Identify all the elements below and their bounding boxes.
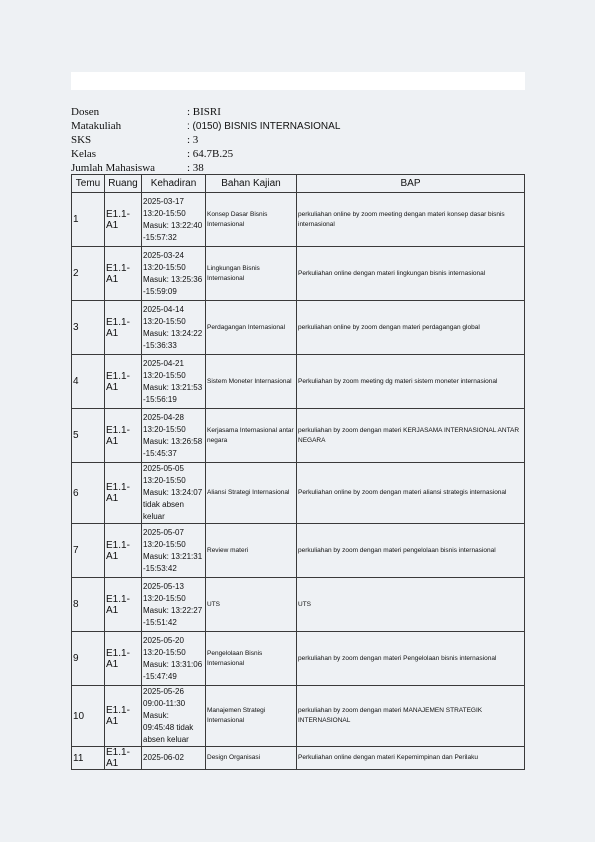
kehadiran-cell: 2025-04-28 13:20-15:50 Masuk: 13:26:58 -15:45:37 <box>142 409 206 463</box>
bahan-kajian-cell: Review materi <box>206 524 297 578</box>
attendance-table <box>71 174 525 770</box>
bap-cell: perkuliahan by zoom dengan materi MANAJEMEN STRATEGIK INTERNASIONAL <box>297 686 525 747</box>
table-row <box>72 355 525 409</box>
ruang-cell: E1.1-A1 <box>105 247 142 301</box>
kehadiran-cell: 2025-05-13 13:20-15:50 Masuk: 13:22:27 -15:51:42 <box>142 578 206 632</box>
ruang-cell: E1.1-A1 <box>105 686 142 747</box>
ruang-cell: E1.1-A1 <box>105 524 142 578</box>
table-row <box>72 578 525 632</box>
info-row-kelas <box>71 147 525 161</box>
temu-cell: 8 <box>72 578 105 632</box>
temu-cell: 11 <box>72 747 105 770</box>
table-row <box>72 632 525 686</box>
temu-cell: 3 <box>72 301 105 355</box>
col-header-ruang: Ruang <box>105 175 142 193</box>
info-row-jumlah <box>71 161 525 175</box>
table-header-row <box>72 175 525 193</box>
course-info <box>71 105 525 175</box>
kehadiran-cell: 2025-04-21 13:20-15:50 Masuk: 13:21:53 -15:56:19 <box>142 355 206 409</box>
ruang-cell: E1.1-A1 <box>105 409 142 463</box>
kehadiran-cell: 2025-05-07 13:20-15:50 Masuk: 13:21:31 -15:53:42 <box>142 524 206 578</box>
temu-cell: 4 <box>72 355 105 409</box>
table-row <box>72 301 525 355</box>
temu-cell: 5 <box>72 409 105 463</box>
bahan-kajian-cell: Manajemen Strategi Internasional <box>206 686 297 747</box>
bahan-kajian-cell: Pengelolaan Bisnis Internasional <box>206 632 297 686</box>
bahan-kajian-cell: Konsep Dasar Bisnis Internasional <box>206 193 297 247</box>
table-row <box>72 524 525 578</box>
ruang-cell: E1.1-A1 <box>105 747 142 770</box>
table-row <box>72 747 525 770</box>
bahan-kajian-cell: Sistem Moneter Internasional <box>206 355 297 409</box>
temu-cell: 9 <box>72 632 105 686</box>
dosen-label: Dosen <box>71 106 100 118</box>
bap-cell: Perkuliahan by zoom meeting dg materi sistem moneter internasional <box>297 355 525 409</box>
kehadiran-cell: 2025-05-20 13:20-15:50 Masuk: 13:31:06 -15:47:49 <box>142 632 206 686</box>
bap-cell: perkuliahan online by zoom meeting dengan materi konsep dasar bisnis internasional <box>297 193 525 247</box>
temu-cell: 7 <box>72 524 105 578</box>
col-header-temu: Temu <box>72 175 105 193</box>
ruang-cell: E1.1-A1 <box>105 632 142 686</box>
ruang-cell: E1.1-A1 <box>105 301 142 355</box>
kehadiran-cell: 2025-05-26 09:00-11:30 Masuk: 09:45:48 tidak absen keluar <box>142 686 206 747</box>
table-row <box>72 409 525 463</box>
bahan-kajian-cell: Aliansi Strategi Internasional <box>206 463 297 524</box>
bahan-kajian-cell: Design Organisasi <box>206 747 297 770</box>
kehadiran-cell: 2025-05-05 13:20-15:50 Masuk: 13:24:07 tidak absen keluar <box>142 463 206 524</box>
ruang-cell: E1.1-A1 <box>105 355 142 409</box>
bap-cell: perkuliahan by zoom dengan materi pengelolaan bisnis internasional <box>297 524 525 578</box>
col-header-bahan-kajian: Bahan Kajian <box>206 175 297 193</box>
bahan-kajian-cell: Kerjasama Internasional antar negara <box>206 409 297 463</box>
table-row <box>72 247 525 301</box>
bap-cell: Perkuliahan online dengan materi lingkungan bisnis internasional <box>297 247 525 301</box>
temu-cell: 10 <box>72 686 105 747</box>
temu-cell: 2 <box>72 247 105 301</box>
ruang-cell: E1.1-A1 <box>105 578 142 632</box>
page-header-bar <box>71 72 525 90</box>
sks-value: : 3 <box>187 134 199 146</box>
table-row <box>72 193 525 247</box>
table-row <box>72 463 525 524</box>
table-row <box>72 686 525 747</box>
bahan-kajian-cell: Perdagangan Internasional <box>206 301 297 355</box>
temu-cell: 1 <box>72 193 105 247</box>
bahan-kajian-cell: UTS <box>206 578 297 632</box>
info-row-dosen <box>71 105 525 119</box>
matakuliah-label: Matakuliah <box>71 120 122 132</box>
info-row-sks <box>71 133 525 147</box>
kelas-value: : 64.7B.25 <box>187 148 234 160</box>
kehadiran-cell: 2025-03-17 13:20-15:50 Masuk: 13:22:40 -15:57:32 <box>142 193 206 247</box>
kehadiran-cell: 2025-03-24 13:20-15:50 Masuk: 13:25:36 -15:59:09 <box>142 247 206 301</box>
matakuliah-value: : (0150) BISNIS INTERNASIONAL <box>187 120 341 132</box>
bap-cell: perkuliahan by zoom dengan materi KERJASAMA INTERNASIONAL ANTAR NEGARA <box>297 409 525 463</box>
bap-cell: perkuliahan online by zoom dengan materi perdagangan global <box>297 301 525 355</box>
col-header-bap: BAP <box>297 175 525 193</box>
jumlah-value: : 38 <box>187 162 204 174</box>
dosen-value: : BISRI <box>187 106 221 118</box>
kelas-label: Kelas <box>71 148 97 160</box>
sks-label: SKS <box>71 134 92 146</box>
bap-cell: Perkuliahan online dengan materi Kepemimpinan dan Perilaku <box>297 747 525 770</box>
kehadiran-cell: 2025-06-02 <box>142 747 206 770</box>
bahan-kajian-cell: Lingkungan Bisnis Internasional <box>206 247 297 301</box>
bap-cell: perkuliahan by zoom dengan materi Pengelolaan bisnis internasional <box>297 632 525 686</box>
ruang-cell: E1.1-A1 <box>105 193 142 247</box>
info-row-matakuliah <box>71 119 525 133</box>
col-header-kehadiran: Kehadiran <box>142 175 206 193</box>
temu-cell: 6 <box>72 463 105 524</box>
bap-cell: UTS <box>297 578 525 632</box>
kehadiran-cell: 2025-04-14 13:20-15:50 Masuk: 13:24:22 -15:36:33 <box>142 301 206 355</box>
ruang-cell: E1.1-A1 <box>105 463 142 524</box>
bap-cell: Perkuliahan online by zoom dengan materi aliansi strategis internasional <box>297 463 525 524</box>
jumlah-label: Jumlah Mahasiswa <box>71 162 156 174</box>
